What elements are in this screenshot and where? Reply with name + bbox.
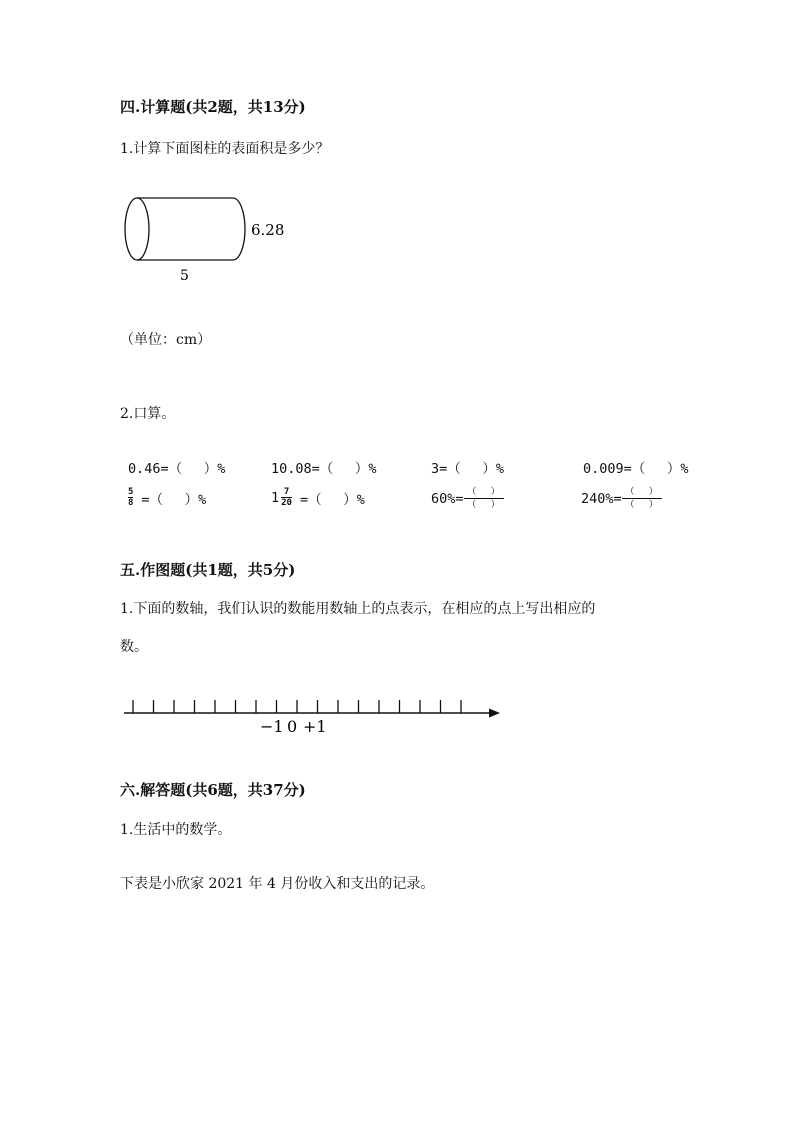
calc-r2-2-rest: =（ ）%: [299, 491, 365, 508]
blank-fraction: [622, 487, 662, 510]
cylinder-right-arc: [233, 198, 245, 260]
question-5-1-line1: 1.下面的数轴，我们认识的数能用数轴上的点表示，在相应的点上写出相应的: [120, 601, 596, 617]
number-line-arrow: [489, 709, 500, 718]
number-line: [118, 692, 508, 742]
unit-note: （单位：cm）: [120, 332, 212, 348]
question-6-1-description: 下表是小欣家 2021 年 4 月份收入和支出的记录。: [120, 876, 435, 892]
number-line-label-minus1: −1: [260, 717, 284, 736]
cylinder-figure: [118, 190, 298, 290]
number-line-label-plus1: +1: [303, 717, 327, 736]
fraction-denominator: 8: [128, 498, 134, 508]
calc-r1-3: 3=（ ）%: [431, 461, 505, 477]
fraction-numerator: 7: [283, 487, 290, 497]
fraction-numerator: 5: [128, 487, 134, 497]
calc-r1-2: 10.08=（ ）%: [271, 461, 377, 477]
number-line-ticks: [133, 700, 461, 713]
section-4-title: 四.计算题(共2题，共13分): [120, 98, 306, 116]
calc-r2-3: [431, 487, 504, 510]
fraction-denominator: 20: [281, 498, 292, 508]
question-5-1-line2: 数。: [120, 639, 148, 655]
question-6-1: 1.生活中的数学。: [120, 822, 232, 838]
calc-r2-4-lhs: 240%=: [581, 490, 622, 507]
calc-r2-1-rest: =（ ）%: [141, 491, 207, 508]
calc-r1-4: 0.009=（ ）%: [583, 461, 689, 477]
blank-denominator: （ ）: [625, 500, 658, 510]
blank-numerator: （ ）: [467, 487, 500, 497]
calc-r2-4: [581, 487, 662, 510]
mixed-number-whole: 1: [271, 489, 280, 506]
question-4-2: 2.口算。: [120, 406, 176, 422]
section-6-title: 六.解答题(共6题，共37分): [120, 781, 306, 799]
blank-denominator: （ ）: [467, 500, 500, 510]
number-line-label-0: 0: [287, 717, 298, 736]
cylinder-left-ellipse: [125, 198, 149, 260]
section-5-title: 五.作图题(共1题，共5分): [120, 561, 296, 579]
cylinder-circumference-label: 6.28: [251, 221, 285, 239]
fraction-7-20: [281, 487, 292, 508]
question-4-1: 1.计算下面图柱的表面积是多少？: [120, 141, 330, 157]
blank-fraction: [464, 487, 504, 510]
calc-r2-1: [128, 487, 206, 508]
calc-r2-3-lhs: 60%=: [431, 490, 464, 507]
calc-r2-2: [271, 487, 365, 508]
fraction-5-8: [128, 487, 133, 508]
blank-numerator: （ ）: [625, 487, 658, 497]
calc-r1-1: 0.46=（ ）%: [128, 461, 226, 477]
cylinder-length-label: 5: [180, 268, 189, 284]
